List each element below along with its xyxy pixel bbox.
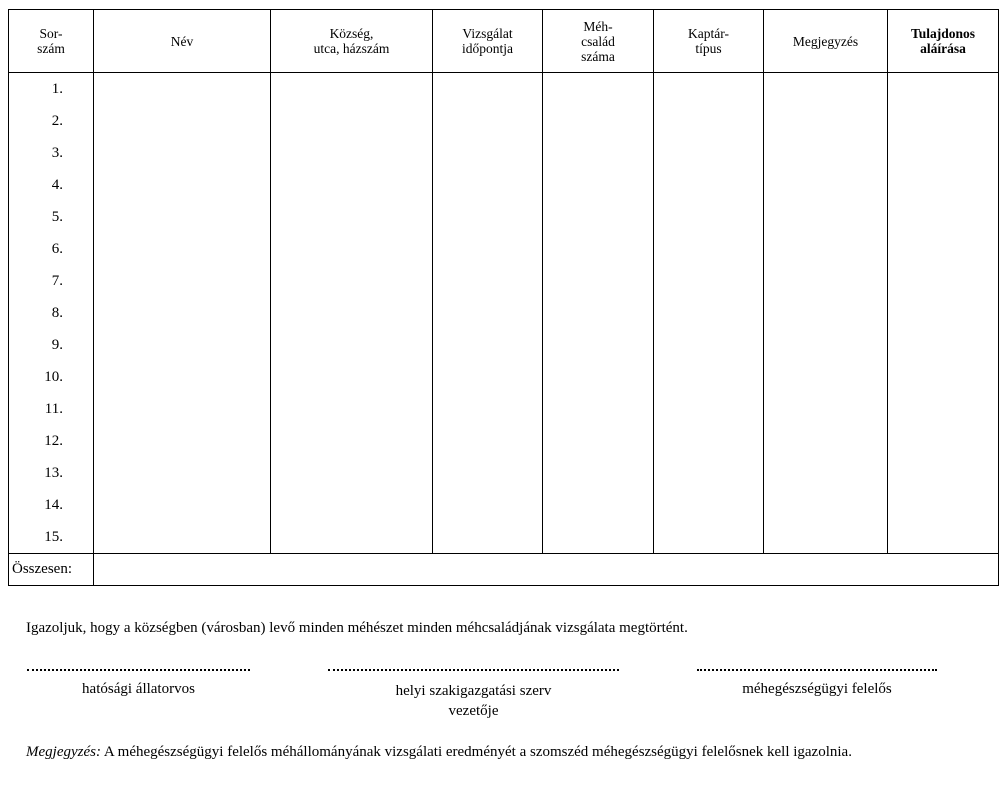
hive-type-cell[interactable] bbox=[654, 489, 764, 521]
table-row bbox=[9, 425, 999, 457]
table-row bbox=[9, 393, 999, 425]
name-cell[interactable] bbox=[94, 361, 271, 393]
name-cell[interactable] bbox=[94, 329, 271, 361]
colony-count-cell[interactable] bbox=[543, 329, 654, 361]
row-number: 13. bbox=[9, 457, 94, 489]
remarks-cell[interactable] bbox=[764, 329, 888, 361]
owner-signature-cell[interactable] bbox=[888, 521, 999, 554]
name-cell[interactable] bbox=[94, 169, 271, 201]
signature-line-vet[interactable] bbox=[27, 669, 250, 671]
table-header-row bbox=[9, 10, 999, 73]
signature-label-vet: hatósági állatorvos bbox=[82, 681, 195, 697]
name-cell[interactable] bbox=[94, 489, 271, 521]
address-cell[interactable] bbox=[271, 233, 433, 265]
name-cell[interactable] bbox=[94, 457, 271, 489]
exam-date-cell[interactable] bbox=[433, 137, 543, 169]
remarks-cell[interactable] bbox=[764, 169, 888, 201]
header-name-label: Név bbox=[170, 33, 194, 49]
row-number: 15. bbox=[9, 521, 94, 554]
colony-count-cell[interactable] bbox=[543, 105, 654, 137]
owner-signature-cell[interactable] bbox=[888, 329, 999, 361]
remarks-cell[interactable] bbox=[764, 457, 888, 489]
confirmation-statement: Igazoljuk, hogy a községben (városban) levő minden méhészet minden méhcsaládjának vizsgálata megtörtént. bbox=[26, 620, 688, 636]
address-cell[interactable] bbox=[271, 521, 433, 554]
row-number: 1. bbox=[9, 73, 94, 106]
header-colony-count-label: Méh- család száma bbox=[581, 18, 615, 64]
table-body bbox=[9, 73, 999, 554]
hive-type-cell[interactable] bbox=[654, 297, 764, 329]
name-cell[interactable] bbox=[94, 265, 271, 297]
exam-date-cell[interactable] bbox=[433, 201, 543, 233]
table-row bbox=[9, 265, 999, 297]
exam-date-cell[interactable] bbox=[433, 329, 543, 361]
row-number: 7. bbox=[9, 265, 94, 297]
table-row bbox=[9, 297, 999, 329]
hive-type-cell[interactable] bbox=[654, 137, 764, 169]
colony-count-cell[interactable] bbox=[543, 233, 654, 265]
total-value-cell[interactable] bbox=[94, 554, 999, 586]
colony-count-cell[interactable] bbox=[543, 361, 654, 393]
total-label: Összesen: bbox=[9, 554, 94, 586]
address-cell[interactable] bbox=[271, 329, 433, 361]
row-number: 5. bbox=[9, 201, 94, 233]
exam-date-cell[interactable] bbox=[433, 425, 543, 457]
address-cell[interactable] bbox=[271, 105, 433, 137]
table-row bbox=[9, 169, 999, 201]
signature-label-bee-health: méhegészségügyi felelős bbox=[742, 681, 892, 697]
header-serial-label: Sor- szám bbox=[37, 26, 65, 56]
header-exam-date-label: Vizsgálat időpontja bbox=[462, 26, 513, 56]
header-hive-type-label: Kaptár- típus bbox=[688, 26, 729, 56]
colony-count-cell[interactable] bbox=[543, 457, 654, 489]
remarks-cell[interactable] bbox=[764, 201, 888, 233]
hive-type-cell[interactable] bbox=[654, 361, 764, 393]
hive-type-cell[interactable] bbox=[654, 73, 764, 106]
address-cell[interactable] bbox=[271, 137, 433, 169]
colony-count-cell[interactable] bbox=[543, 137, 654, 169]
owner-signature-cell[interactable] bbox=[888, 233, 999, 265]
footnote-label: Megjegyzés: bbox=[26, 744, 101, 760]
owner-signature-cell[interactable] bbox=[888, 105, 999, 137]
colony-count-cell[interactable] bbox=[543, 521, 654, 554]
header-address-label: Község, utca, házszám bbox=[313, 26, 390, 56]
address-cell[interactable] bbox=[271, 425, 433, 457]
colony-count-cell[interactable] bbox=[543, 489, 654, 521]
exam-date-cell[interactable] bbox=[433, 265, 543, 297]
header-remarks-label: Megjegyzés bbox=[792, 33, 859, 49]
name-cell[interactable] bbox=[94, 137, 271, 169]
address-cell[interactable] bbox=[271, 393, 433, 425]
address-cell[interactable] bbox=[271, 457, 433, 489]
hive-type-cell[interactable] bbox=[654, 233, 764, 265]
hive-type-cell[interactable] bbox=[654, 457, 764, 489]
remarks-cell[interactable] bbox=[764, 361, 888, 393]
row-number: 6. bbox=[9, 233, 94, 265]
hive-type-cell[interactable] bbox=[654, 105, 764, 137]
address-cell[interactable] bbox=[271, 265, 433, 297]
owner-signature-cell[interactable] bbox=[888, 265, 999, 297]
colony-count-cell[interactable] bbox=[543, 425, 654, 457]
hive-type-cell[interactable] bbox=[654, 201, 764, 233]
header-remarks bbox=[764, 10, 888, 73]
address-cell[interactable] bbox=[271, 489, 433, 521]
owner-signature-cell[interactable] bbox=[888, 393, 999, 425]
remarks-cell[interactable] bbox=[764, 393, 888, 425]
owner-signature-cell[interactable] bbox=[888, 361, 999, 393]
name-cell[interactable] bbox=[94, 521, 271, 554]
exam-date-cell[interactable] bbox=[433, 489, 543, 521]
address-cell[interactable] bbox=[271, 73, 433, 106]
remarks-cell[interactable] bbox=[764, 137, 888, 169]
table-row bbox=[9, 137, 999, 169]
hive-type-cell[interactable] bbox=[654, 521, 764, 554]
table-row bbox=[9, 73, 999, 106]
exam-date-cell[interactable] bbox=[433, 169, 543, 201]
colony-count-cell[interactable] bbox=[543, 169, 654, 201]
remarks-cell[interactable] bbox=[764, 73, 888, 106]
remarks-cell[interactable] bbox=[764, 425, 888, 457]
remarks-cell[interactable] bbox=[764, 297, 888, 329]
row-number: 10. bbox=[9, 361, 94, 393]
colony-count-cell[interactable] bbox=[543, 393, 654, 425]
colony-count-cell[interactable] bbox=[543, 265, 654, 297]
header-owner-signature-label: Tulajdonos aláírása bbox=[910, 26, 976, 56]
table-row bbox=[9, 201, 999, 233]
hive-type-cell[interactable] bbox=[654, 329, 764, 361]
footnote-text: A méhegészségügyi felelős méhállományának vizsgálati eredményét a szomszéd méhegészségügyi felelősnek kell igazolnia. bbox=[100, 744, 852, 760]
owner-signature-cell[interactable] bbox=[888, 73, 999, 106]
colony-count-cell[interactable] bbox=[543, 201, 654, 233]
owner-signature-cell[interactable] bbox=[888, 297, 999, 329]
header-owner-signature bbox=[888, 10, 999, 73]
header-address bbox=[271, 10, 433, 73]
row-number: 4. bbox=[9, 169, 94, 201]
signature-label-admin: helyi szakigazgatási szerv vezetője bbox=[395, 683, 552, 719]
name-cell[interactable] bbox=[94, 393, 271, 425]
address-cell[interactable] bbox=[271, 297, 433, 329]
owner-signature-cell[interactable] bbox=[888, 425, 999, 457]
exam-date-cell[interactable] bbox=[433, 521, 543, 554]
address-cell[interactable] bbox=[271, 361, 433, 393]
exam-date-cell[interactable] bbox=[433, 361, 543, 393]
remarks-cell[interactable] bbox=[764, 105, 888, 137]
footnote bbox=[26, 743, 994, 762]
header-colony-count bbox=[543, 10, 654, 73]
remarks-cell[interactable] bbox=[764, 521, 888, 554]
address-cell[interactable] bbox=[271, 169, 433, 201]
table-row bbox=[9, 233, 999, 265]
total-row bbox=[9, 554, 999, 586]
address-cell[interactable] bbox=[271, 201, 433, 233]
name-cell[interactable] bbox=[94, 425, 271, 457]
header-name bbox=[94, 10, 271, 73]
exam-date-cell[interactable] bbox=[433, 105, 543, 137]
hive-type-cell[interactable] bbox=[654, 425, 764, 457]
owner-signature-cell[interactable] bbox=[888, 169, 999, 201]
exam-date-cell[interactable] bbox=[433, 393, 543, 425]
exam-date-cell[interactable] bbox=[433, 297, 543, 329]
table-row bbox=[9, 105, 999, 137]
row-number: 9. bbox=[9, 329, 94, 361]
name-cell[interactable] bbox=[94, 297, 271, 329]
header-serial-number bbox=[9, 10, 94, 73]
remarks-cell[interactable] bbox=[764, 489, 888, 521]
table-row bbox=[9, 457, 999, 489]
hive-type-cell[interactable] bbox=[654, 265, 764, 297]
name-cell[interactable] bbox=[94, 233, 271, 265]
bee-colony-inspection-table bbox=[8, 9, 999, 586]
owner-signature-cell[interactable] bbox=[888, 137, 999, 169]
hive-type-cell[interactable] bbox=[654, 393, 764, 425]
signature-line-bee-health[interactable] bbox=[697, 669, 937, 671]
table-row bbox=[9, 329, 999, 361]
owner-signature-cell[interactable] bbox=[888, 489, 999, 521]
table-row bbox=[9, 521, 999, 554]
row-number: 2. bbox=[9, 105, 94, 137]
table-row bbox=[9, 361, 999, 393]
exam-date-cell[interactable] bbox=[433, 457, 543, 489]
name-cell[interactable] bbox=[94, 105, 271, 137]
exam-date-cell[interactable] bbox=[433, 233, 543, 265]
header-hive-type bbox=[654, 10, 764, 73]
row-number: 8. bbox=[9, 297, 94, 329]
signature-line-admin[interactable] bbox=[328, 669, 619, 671]
table-row bbox=[9, 489, 999, 521]
colony-count-cell[interactable] bbox=[543, 73, 654, 106]
header-exam-date bbox=[433, 10, 543, 73]
row-number: 12. bbox=[9, 425, 94, 457]
row-number: 14. bbox=[9, 489, 94, 521]
owner-signature-cell[interactable] bbox=[888, 201, 999, 233]
owner-signature-cell[interactable] bbox=[888, 457, 999, 489]
row-number: 3. bbox=[9, 137, 94, 169]
colony-count-cell[interactable] bbox=[543, 297, 654, 329]
exam-date-cell[interactable] bbox=[433, 73, 543, 106]
remarks-cell[interactable] bbox=[764, 233, 888, 265]
row-number: 11. bbox=[9, 393, 94, 425]
remarks-cell[interactable] bbox=[764, 265, 888, 297]
name-cell[interactable] bbox=[94, 73, 271, 106]
name-cell[interactable] bbox=[94, 201, 271, 233]
hive-type-cell[interactable] bbox=[654, 169, 764, 201]
